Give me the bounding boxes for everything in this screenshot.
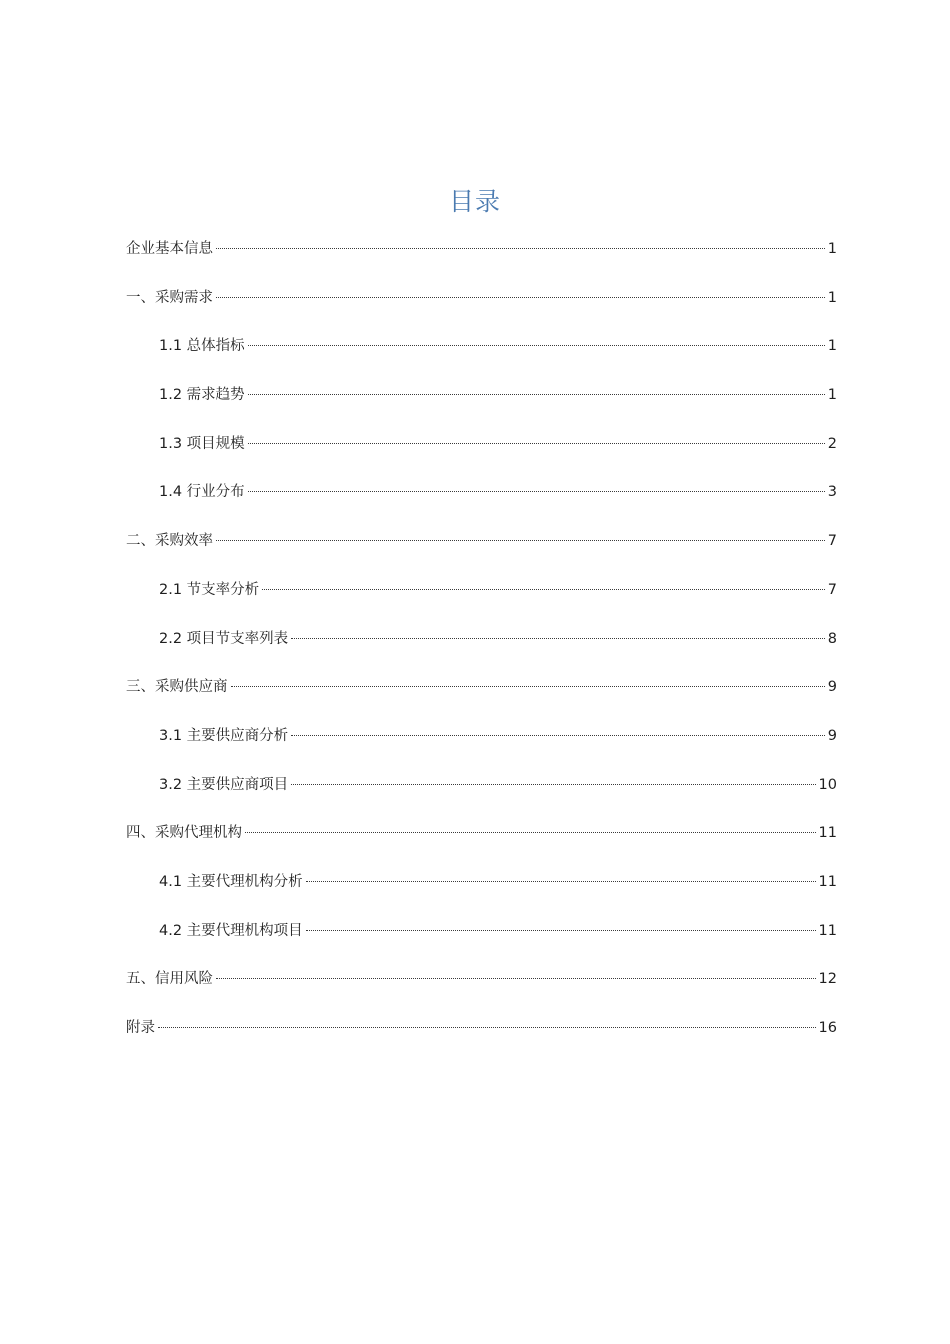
toc-entry[interactable] (126, 962, 837, 1011)
dot-leader (248, 491, 825, 492)
toc-entry[interactable] (126, 573, 837, 622)
toc-entry-label: 四、采购代理机构 (126, 825, 242, 842)
toc-entry-label: 4.1 主要代理机构分析 (159, 873, 303, 890)
toc-entry[interactable] (126, 719, 837, 768)
table-of-contents (126, 232, 837, 1060)
toc-entry-label: 二、采购效率 (126, 533, 213, 550)
toc-entry-page: 10 (818, 776, 837, 793)
toc-entry[interactable] (126, 232, 837, 281)
toc-entry-label: 1.4 行业分布 (159, 484, 245, 501)
dot-leader (248, 443, 825, 444)
toc-entry[interactable] (126, 524, 837, 573)
toc-entry[interactable] (126, 816, 837, 865)
dot-leader (216, 540, 825, 541)
dot-leader (231, 686, 825, 687)
toc-entry-page: 8 (827, 630, 837, 647)
toc-entry[interactable] (126, 475, 837, 524)
toc-entry-page: 9 (827, 679, 837, 696)
toc-entry[interactable] (126, 281, 837, 330)
toc-entry-page: 7 (827, 533, 837, 550)
dot-leader (158, 1027, 816, 1028)
toc-entry[interactable] (126, 329, 837, 378)
toc-entry-page: 1 (827, 241, 837, 257)
toc-entry[interactable] (126, 622, 837, 671)
dot-leader (248, 394, 825, 395)
dot-leader (291, 784, 815, 785)
toc-entry-label: 3.1 主要供应商分析 (159, 727, 289, 744)
toc-entry-label: 三、采购供应商 (126, 679, 228, 696)
toc-entry-label: 2.1 节支率分析 (159, 581, 260, 598)
dot-leader (306, 881, 816, 882)
toc-entry[interactable] (126, 1011, 837, 1060)
toc-entry-page: 16 (818, 1020, 837, 1036)
toc-entry-label: 一、采购需求 (126, 289, 213, 306)
toc-entry-page: 11 (818, 873, 837, 890)
dot-leader (306, 930, 816, 931)
toc-entry-page: 1 (827, 387, 837, 404)
toc-entry[interactable] (126, 427, 837, 476)
toc-entry[interactable] (126, 768, 837, 817)
toc-entry-page: 12 (818, 971, 837, 988)
dot-leader (245, 832, 816, 833)
toc-entry-label: 3.2 主要供应商项目 (159, 776, 289, 793)
toc-entry[interactable] (126, 670, 837, 719)
dot-leader (216, 248, 825, 249)
toc-entry-page: 1 (827, 338, 837, 355)
toc-entry-label: 2.2 项目节支率列表 (159, 630, 289, 647)
toc-entry-page: 7 (827, 581, 837, 598)
toc-entry-label: 企业基本信息 (126, 241, 213, 257)
toc-entry-label: 1.3 项目规模 (159, 435, 245, 452)
toc-entry-label: 五、信用风险 (126, 971, 213, 988)
page-title: 目录 (448, 187, 501, 216)
toc-entry-page: 1 (827, 289, 837, 306)
toc-entry-page: 11 (818, 825, 837, 842)
toc-entry[interactable] (126, 914, 837, 963)
toc-entry-page: 9 (827, 727, 837, 744)
toc-entry-label: 附录 (126, 1020, 155, 1036)
dot-leader (262, 589, 825, 590)
dot-leader (291, 735, 825, 736)
toc-entry-page: 11 (818, 922, 837, 939)
toc-entry[interactable] (126, 865, 837, 914)
dot-leader (216, 978, 816, 979)
toc-entry-page: 3 (827, 484, 837, 501)
toc-entry-page: 2 (827, 435, 837, 452)
toc-entry-label: 1.2 需求趋势 (159, 387, 245, 404)
dot-leader (291, 638, 825, 639)
dot-leader (248, 345, 825, 346)
toc-entry-label: 1.1 总体指标 (159, 338, 245, 355)
toc-entry-label: 4.2 主要代理机构项目 (159, 922, 303, 939)
dot-leader (216, 297, 825, 298)
toc-entry[interactable] (126, 378, 837, 427)
